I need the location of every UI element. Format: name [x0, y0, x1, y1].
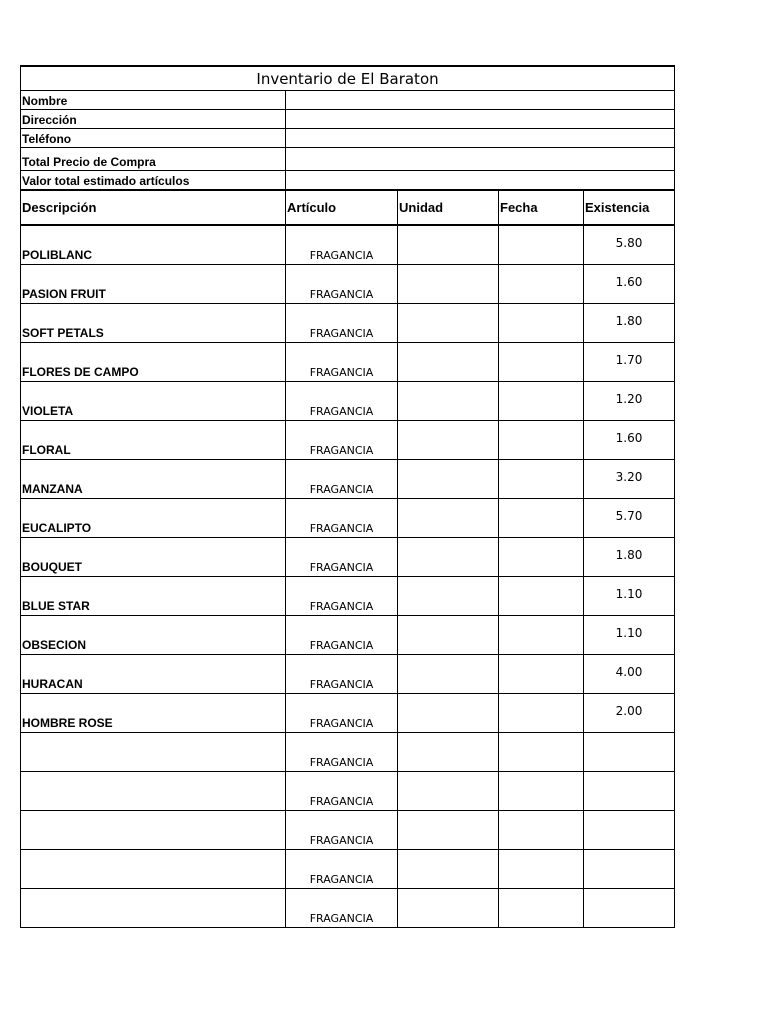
- table-row: [21, 615, 675, 654]
- cell-articulo[interactable]: FRAGANCIA: [286, 225, 398, 264]
- cell-fecha[interactable]: [499, 537, 584, 576]
- cell-descripcion[interactable]: FLORES DE CAMPO: [21, 342, 286, 381]
- title-row: [21, 66, 675, 91]
- table-row: [21, 576, 675, 615]
- cell-articulo[interactable]: FRAGANCIA: [286, 576, 398, 615]
- info-row-total-precio: [21, 148, 675, 171]
- cell-articulo[interactable]: FRAGANCIA: [286, 420, 398, 459]
- cell-existencia[interactable]: 3.20: [584, 459, 675, 498]
- cell-existencia[interactable]: 1.10: [584, 615, 675, 654]
- cell-fecha[interactable]: [499, 810, 584, 849]
- column-header-fecha: Fecha: [499, 190, 584, 225]
- cell-articulo[interactable]: FRAGANCIA: [286, 654, 398, 693]
- info-value-nombre[interactable]: [286, 91, 675, 110]
- cell-articulo[interactable]: FRAGANCIA: [286, 303, 398, 342]
- cell-unidad[interactable]: [398, 303, 499, 342]
- cell-descripcion[interactable]: POLIBLANC: [21, 225, 286, 264]
- column-header-existencia: Existencia: [584, 190, 675, 225]
- table-row: [21, 420, 675, 459]
- info-label-telefono: Teléfono: [21, 129, 286, 148]
- cell-unidad[interactable]: [398, 888, 499, 927]
- cell-unidad[interactable]: [398, 654, 499, 693]
- cell-descripcion[interactable]: [21, 732, 286, 771]
- cell-fecha[interactable]: [499, 459, 584, 498]
- cell-articulo[interactable]: FRAGANCIA: [286, 615, 398, 654]
- cell-articulo[interactable]: FRAGANCIA: [286, 459, 398, 498]
- cell-articulo[interactable]: FRAGANCIA: [286, 537, 398, 576]
- cell-unidad[interactable]: [398, 225, 499, 264]
- cell-fecha[interactable]: [499, 654, 584, 693]
- cell-existencia[interactable]: 2.00: [584, 693, 675, 732]
- cell-descripcion[interactable]: [21, 771, 286, 810]
- cell-articulo[interactable]: FRAGANCIA: [286, 381, 398, 420]
- cell-existencia[interactable]: [584, 888, 675, 927]
- table-row: [21, 498, 675, 537]
- cell-unidad[interactable]: [398, 459, 499, 498]
- cell-fecha[interactable]: [499, 888, 584, 927]
- cell-articulo[interactable]: FRAGANCIA: [286, 693, 398, 732]
- cell-existencia[interactable]: 5.70: [584, 498, 675, 537]
- table-row: [21, 537, 675, 576]
- cell-fecha[interactable]: [499, 381, 584, 420]
- cell-existencia[interactable]: 1.60: [584, 420, 675, 459]
- cell-fecha[interactable]: [499, 225, 584, 264]
- info-label-direccion: Dirección: [21, 110, 286, 129]
- cell-unidad[interactable]: [398, 732, 499, 771]
- cell-descripcion[interactable]: [21, 849, 286, 888]
- cell-existencia[interactable]: [584, 810, 675, 849]
- info-value-total-precio[interactable]: [286, 148, 675, 171]
- info-label-valor-total: Valor total estimado artículos: [21, 171, 286, 191]
- cell-descripcion[interactable]: HURACAN: [21, 654, 286, 693]
- cell-fecha[interactable]: [499, 732, 584, 771]
- cell-existencia[interactable]: 1.10: [584, 576, 675, 615]
- table-row: [21, 693, 675, 732]
- table-row: [21, 459, 675, 498]
- table-row: [21, 654, 675, 693]
- cell-descripcion[interactable]: [21, 888, 286, 927]
- cell-existencia[interactable]: 1.80: [584, 303, 675, 342]
- cell-existencia[interactable]: [584, 771, 675, 810]
- cell-fecha[interactable]: [499, 420, 584, 459]
- cell-existencia[interactable]: 5.80: [584, 225, 675, 264]
- info-row-valor-total: [21, 171, 675, 191]
- cell-existencia[interactable]: 1.20: [584, 381, 675, 420]
- cell-unidad[interactable]: [398, 381, 499, 420]
- column-header-descripcion: Descripción: [21, 190, 286, 225]
- cell-articulo[interactable]: FRAGANCIA: [286, 732, 398, 771]
- info-row-direccion: [21, 110, 675, 129]
- cell-unidad[interactable]: [398, 771, 499, 810]
- cell-unidad[interactable]: [398, 498, 499, 537]
- info-row-telefono: [21, 129, 675, 148]
- cell-unidad[interactable]: [398, 342, 499, 381]
- cell-descripcion[interactable]: VIOLETA: [21, 381, 286, 420]
- cell-fecha[interactable]: [499, 615, 584, 654]
- cell-fecha[interactable]: [499, 303, 584, 342]
- inventory-sheet: [20, 65, 674, 928]
- table-row: [21, 849, 675, 888]
- cell-existencia[interactable]: 1.80: [584, 537, 675, 576]
- column-header-articulo: Artículo: [286, 190, 398, 225]
- info-value-direccion[interactable]: [286, 110, 675, 129]
- info-value-valor-total[interactable]: [286, 171, 675, 191]
- cell-articulo[interactable]: FRAGANCIA: [286, 264, 398, 303]
- cell-unidad[interactable]: [398, 576, 499, 615]
- cell-descripcion[interactable]: SOFT PETALS: [21, 303, 286, 342]
- table-row: [21, 303, 675, 342]
- cell-descripcion[interactable]: HOMBRE ROSE: [21, 693, 286, 732]
- page-title: Inventario de El Baraton: [21, 66, 675, 91]
- table-row: [21, 771, 675, 810]
- cell-articulo[interactable]: FRAGANCIA: [286, 888, 398, 927]
- cell-existencia[interactable]: [584, 732, 675, 771]
- cell-articulo[interactable]: FRAGANCIA: [286, 498, 398, 537]
- cell-descripcion[interactable]: MANZANA: [21, 459, 286, 498]
- cell-unidad[interactable]: [398, 615, 499, 654]
- cell-unidad[interactable]: [398, 264, 499, 303]
- cell-unidad[interactable]: [398, 693, 499, 732]
- cell-descripcion[interactable]: BLUE STAR: [21, 576, 286, 615]
- cell-existencia[interactable]: 1.60: [584, 264, 675, 303]
- cell-descripcion[interactable]: FLORAL: [21, 420, 286, 459]
- info-label-nombre: Nombre: [21, 91, 286, 110]
- table-row: [21, 342, 675, 381]
- table-row: [21, 225, 675, 264]
- column-header-row: [21, 190, 675, 225]
- cell-fecha[interactable]: [499, 576, 584, 615]
- cell-fecha[interactable]: [499, 693, 584, 732]
- info-row-nombre: [21, 91, 675, 110]
- inventory-table: [20, 65, 675, 928]
- table-row: [21, 381, 675, 420]
- table-row: [21, 888, 675, 927]
- cell-existencia[interactable]: [584, 849, 675, 888]
- cell-fecha[interactable]: [499, 498, 584, 537]
- cell-unidad[interactable]: [398, 537, 499, 576]
- cell-descripcion[interactable]: EUCALIPTO: [21, 498, 286, 537]
- cell-existencia[interactable]: 1.70: [584, 342, 675, 381]
- cell-descripcion[interactable]: BOUQUET: [21, 537, 286, 576]
- cell-descripcion[interactable]: OBSECION: [21, 615, 286, 654]
- info-label-total-precio: Total Precio de Compra: [21, 148, 286, 171]
- cell-articulo[interactable]: FRAGANCIA: [286, 810, 398, 849]
- cell-fecha[interactable]: [499, 264, 584, 303]
- table-row: [21, 810, 675, 849]
- cell-fecha[interactable]: [499, 342, 584, 381]
- cell-descripcion[interactable]: [21, 810, 286, 849]
- cell-articulo[interactable]: FRAGANCIA: [286, 771, 398, 810]
- cell-descripcion[interactable]: PASION FRUIT: [21, 264, 286, 303]
- table-row: [21, 732, 675, 771]
- cell-fecha[interactable]: [499, 849, 584, 888]
- cell-unidad[interactable]: [398, 849, 499, 888]
- column-header-unidad: Unidad: [398, 190, 499, 225]
- table-row: [21, 264, 675, 303]
- cell-articulo[interactable]: FRAGANCIA: [286, 849, 398, 888]
- cell-fecha[interactable]: [499, 771, 584, 810]
- cell-articulo[interactable]: FRAGANCIA: [286, 342, 398, 381]
- cell-existencia[interactable]: 4.00: [584, 654, 675, 693]
- cell-unidad[interactable]: [398, 810, 499, 849]
- cell-unidad[interactable]: [398, 420, 499, 459]
- info-value-telefono[interactable]: [286, 129, 675, 148]
